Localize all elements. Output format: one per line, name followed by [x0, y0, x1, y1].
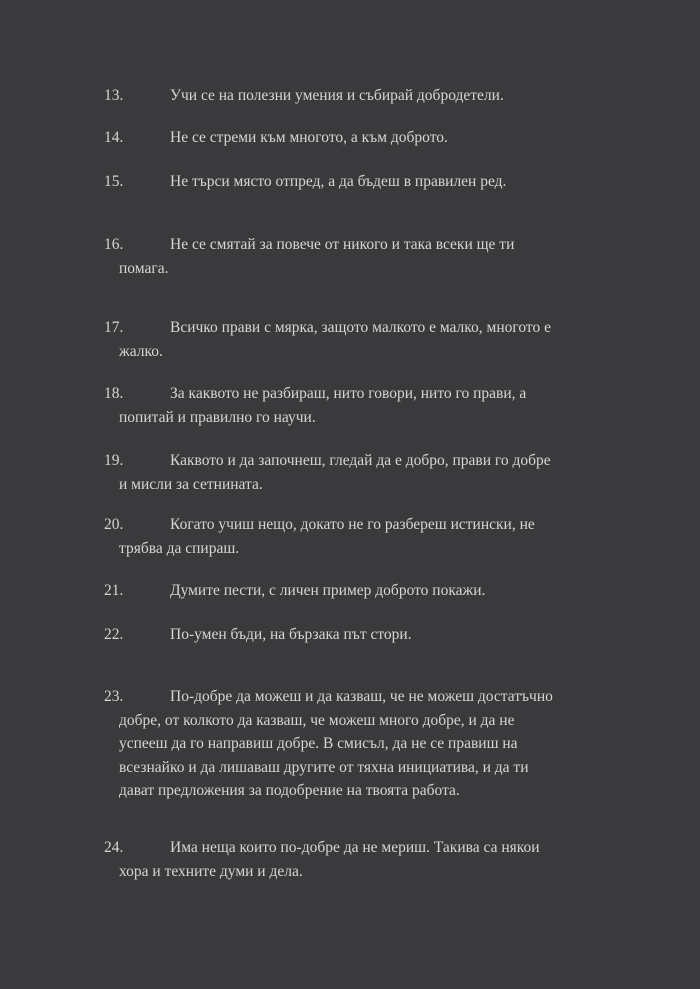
list-item — [104, 84, 604, 108]
item-text: По-умен бъди, на бързака път стори. — [170, 626, 412, 643]
list-item — [104, 126, 604, 150]
item-text: Не се смятай за повече от никого и така всеки ще ти помага. — [119, 236, 515, 277]
item-text: За каквото не разбираш, нито говори, нито го прави, а попитай и правилно го научи. — [119, 385, 527, 426]
item-number: 14. — [104, 129, 124, 146]
list-item — [104, 836, 604, 883]
item-text: Не се стреми към многото, а към доброто. — [170, 129, 448, 146]
item-number: 22. — [104, 626, 124, 643]
list-item — [104, 233, 604, 280]
item-number: 18. — [104, 385, 124, 402]
item-text: Всичко прави с мярка, защото малкото е малко, многото е жалко. — [119, 319, 551, 360]
item-text: Учи се на полезни умения и събирай добродетели. — [170, 87, 504, 104]
item-number: 16. — [104, 236, 124, 253]
item-number: 19. — [104, 452, 124, 469]
item-text: Думите пести, с личен пример доброто покажи. — [170, 582, 486, 599]
item-number: 15. — [104, 173, 124, 190]
list-item — [104, 449, 604, 496]
item-number: 13. — [104, 87, 124, 104]
item-number: 24. — [104, 839, 124, 856]
list-item — [104, 623, 604, 647]
list-item — [104, 579, 604, 603]
list-item — [104, 382, 604, 429]
list-item — [104, 513, 604, 560]
item-number: 17. — [104, 319, 124, 336]
item-text: Когато учиш нещо, докато не го разбереш истински, не трябва да спираш. — [119, 516, 535, 557]
item-number: 20. — [104, 516, 124, 533]
item-text: Каквото и да започнеш, гледай да е добро, прави го добре и мисли за сетнината. — [119, 452, 551, 493]
list-item — [104, 170, 604, 194]
list-item — [104, 685, 604, 803]
item-number: 21. — [104, 582, 124, 599]
item-text: Има неща които по-добре да не мериш. Такива са някои хора и техните думи и дела. — [119, 839, 540, 880]
item-number: 23. — [104, 688, 124, 705]
list-item — [104, 316, 604, 363]
item-text: Не търси място отпред, а да бъдеш в правилен ред. — [170, 173, 507, 190]
item-text: По-добре да можеш и да казваш, че не можеш достатъчно добре, от колкото да казваш, че можеш много добре, и да не успееш да го направиш добре. В смисъл, да не се правиш на всезнайко и да лишаваш другите от тяхна инициатива, и да ти дават предложения за подобрение на твоята работа. — [119, 688, 553, 799]
